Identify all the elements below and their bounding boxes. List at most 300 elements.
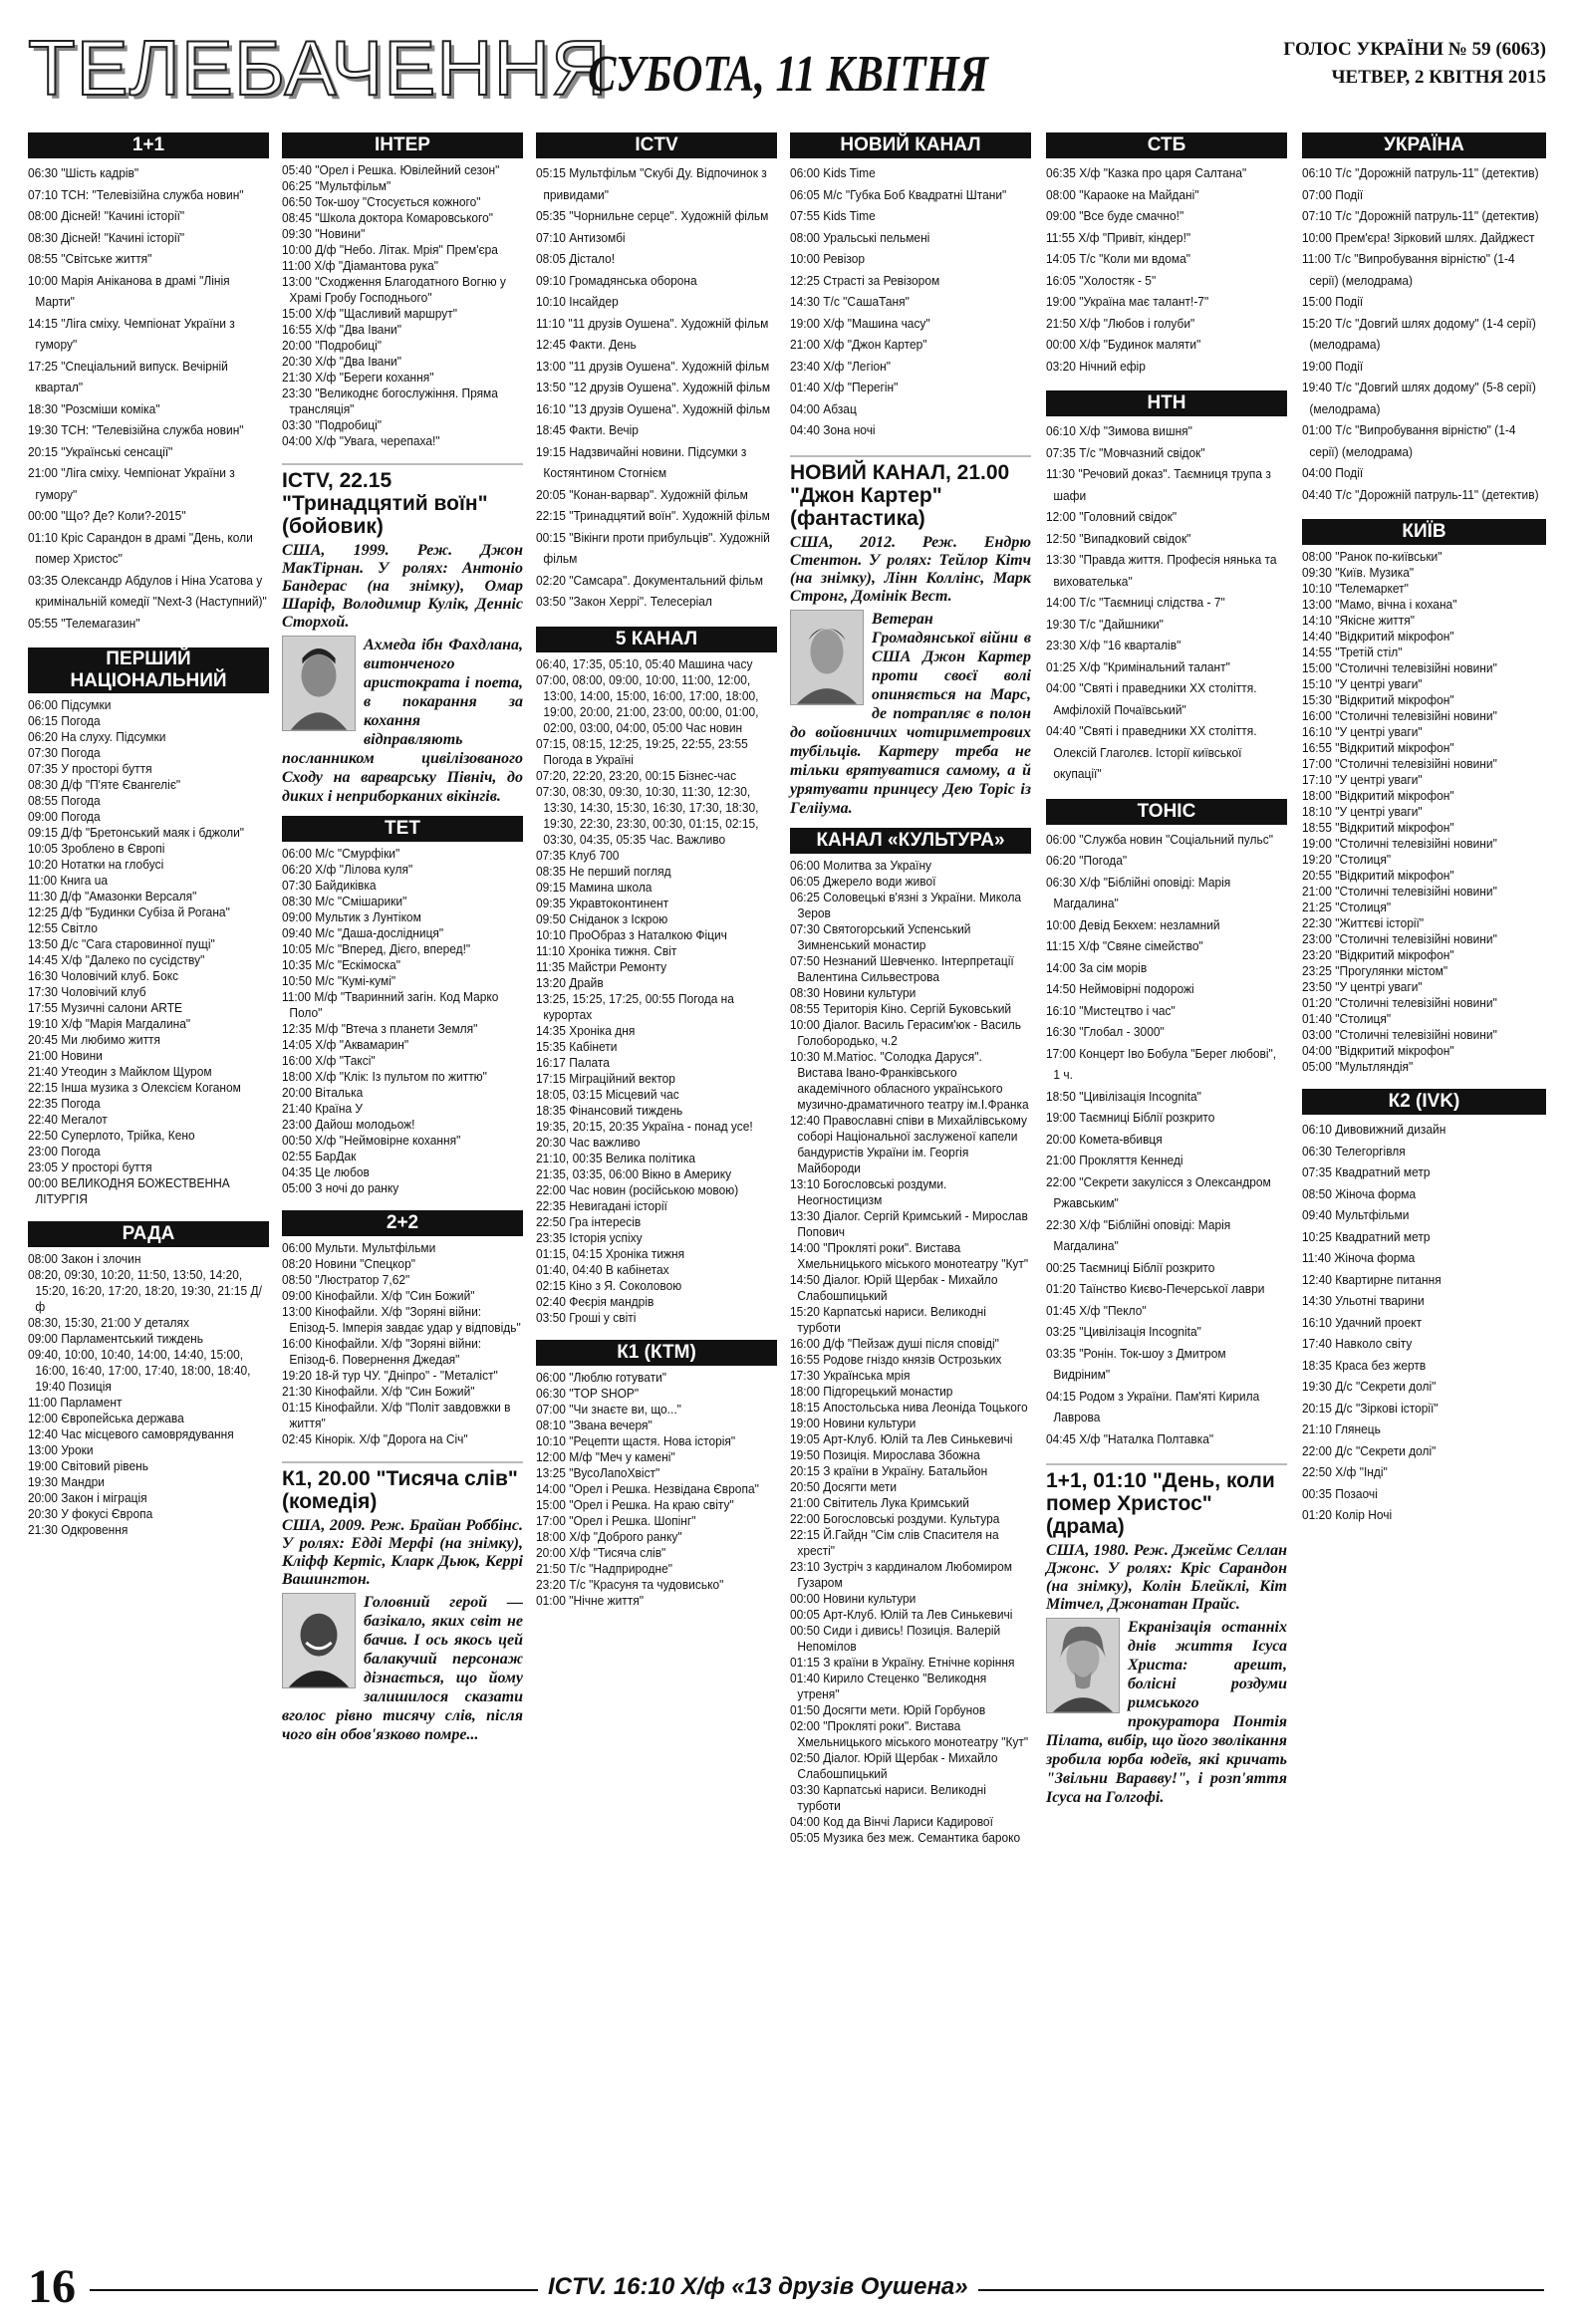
program-item: 07:30 Байдиківка: [282, 878, 377, 893]
program-item: 18:10 "У центрі уваги": [1302, 804, 1423, 819]
program-item: 06:00 Молитва за Україну: [790, 857, 932, 873]
program-item: 20:15 З країни в Україну. Батальйон: [790, 1462, 988, 1478]
program-item: 01:15 Кінофайли. Х/ф "Політ завдовжки в життя": [282, 1400, 511, 1430]
program-item: 23:00 Дайош молодьож!: [282, 1117, 415, 1132]
feature-text: Ахмеда ібн Фахдлана, витонченого аристократа і поета, в покарання за кохання відправляють посланником цивілізованого Сходу на варварську Північ, до диких і неприборканих вікінгів.: [282, 637, 523, 805]
program-item: 04:40 Зона ночі: [790, 422, 876, 437]
program-item: 06:10 Т/с "Дорожній патруль-11" (детектив): [1302, 165, 1539, 180]
program-item: 22:50 Х/ф "Інді": [1302, 1464, 1388, 1479]
program-item: 15:30 "Відкритий мікрофон": [1302, 692, 1454, 707]
program-item: 14:00 "Орел і Решка. Незвідана Європа": [536, 1480, 759, 1496]
program-item: 17:00 Концерт Іво Бобула "Берег любові", 1 ч.: [1046, 1045, 1277, 1082]
program-item: 04:35 Це любов: [282, 1164, 370, 1179]
channel-kyiv: [1302, 519, 1546, 1075]
program-item: 10:05 М/с "Вперед, Дієго, вперед!": [282, 941, 471, 956]
program-item: 20:45 Ми любимо життя: [28, 1032, 161, 1047]
channel-inter: [282, 132, 523, 449]
program-item: 23:10 Зустріч з кардиналом Любомиром Гузаром: [790, 1558, 1012, 1590]
program-item: 14:00 "Прокляті роки". Вистава Хмельницького міського монотеатру "Кут": [790, 1239, 1029, 1271]
program-item: 01:00 Т/с "Випробування вірністю" (1-4 серії) (мелодрама): [1302, 422, 1516, 459]
program-item: 09:40 Мультфільми: [1302, 1207, 1410, 1222]
program-item: 08:00 "Ранок по-київськи": [1302, 549, 1442, 564]
program-item: 04:40 Т/с "Дорожній патруль-11" (детектив): [1302, 486, 1539, 502]
program-item: 22:50 Гра інтересів: [536, 1213, 642, 1229]
program-item: 10:10 Інсайдер: [536, 294, 619, 309]
program-item: 06:35 Х/ф "Казка про царя Салтана": [1046, 165, 1247, 180]
channel-tonis: [1046, 799, 1287, 1450]
program-item: 16:17 Палата: [536, 1054, 610, 1070]
program-item: 20:00 Комета-вбивця: [1046, 1131, 1163, 1147]
program-item: 07:35 Клуб 700: [536, 847, 620, 863]
program-list: [1302, 162, 1546, 505]
channel-name: ТОНІС: [1046, 799, 1287, 825]
program-item: 03:50 Гроші у світі: [536, 1309, 637, 1325]
program-item: 00:05 Арт-Клуб. Юлій та Лев Синькевичі: [790, 1606, 1013, 1622]
channel-name: ICTV: [536, 132, 777, 158]
program-item: 21:00 Світитель Лука Кримський: [790, 1494, 969, 1510]
program-list: [28, 1251, 269, 1538]
program-item: 08:30 Дісней! "Качині історії": [28, 229, 185, 245]
channel-name: 1+1: [28, 132, 269, 158]
program-item: 00:00 ВЕЛИКОДНЯ БОЖЕСТВЕННА ЛІТУРГІЯ: [28, 1175, 230, 1206]
program-item: 21:30 Кінофайли. Х/ф "Син Божий": [282, 1384, 475, 1399]
program-item: 21:10 Глянець: [1302, 1421, 1381, 1436]
feature-text: Екранізація останніх днів життя Ісуса Христа: арешт, болісні роздуми римського прокуратора Понтія Пілата, вибір, що його зволікання зробила юрба юдеїв, які кричать "Звільни Варавву!", і розп'яття Ісуса на Голгофі.: [1046, 1619, 1287, 1806]
program-item: 00:00 Новини культури: [790, 1590, 916, 1606]
program-item: 20:15 "Українські сенсації": [28, 443, 173, 459]
program-list: [1046, 420, 1287, 785]
program-item: 18:15 Апостольська нива Леоніда Тоцького: [790, 1399, 1028, 1415]
program-item: 01:20 Колір Ночі: [1302, 1507, 1393, 1522]
program-item: 11:15 Х/ф "Свяне сімейство": [1046, 938, 1203, 953]
program-item: 19:00 Світовий рівень: [28, 1458, 148, 1473]
program-item: 13:00 Кінофайли. Х/ф "Зоряні війни: Епізод-5. Імперія завдає удар у відповідь": [282, 1304, 521, 1335]
program-item: 15:35 Кабінети: [536, 1038, 618, 1054]
program-item: 19:00 Новини культури: [790, 1415, 916, 1430]
program-item: 16:10 Удачний проект: [1302, 1314, 1423, 1330]
program-item: 21:25 "Столиця": [1302, 900, 1392, 914]
program-item: 07:10 Т/с "Дорожній патруль-11" (детектив): [1302, 208, 1539, 223]
program-item: 22:00 "Секрети закулісся з Олександром Ржавським": [1046, 1173, 1271, 1210]
portrait-photo: [282, 636, 356, 731]
channel-k2: [1302, 1089, 1546, 1526]
program-item: 19:20 18-й тур ЧУ. "Дніпро" - "Металіст": [282, 1368, 498, 1383]
channel-name: КАНАЛ «КУЛЬТУРА»: [790, 828, 1031, 854]
program-item: 22:00 Богословські роздуми. Культура: [790, 1510, 1000, 1526]
program-item: 14:45 Х/ф "Далеко по сусідству": [28, 952, 205, 967]
feature-info: США, 1980. Реж. Джеймс Селлан Джонс. У ролях: Кріс Сарандон (на знімку), Колін Блейклі, Кіт Мітчел, Джонатан Прайс.: [1046, 1542, 1287, 1613]
program-item: 14:00 За сім морів: [1046, 959, 1148, 975]
program-item: 06:40, 17:35, 05:10, 05:40 Машина часу: [536, 655, 753, 671]
program-item: 20:30 Х/ф "Два Івани": [282, 354, 401, 369]
program-item: 19:05 Арт-Клуб. Юлій та Лев Синькевичі: [790, 1430, 1013, 1446]
program-item: 03:20 Нічний ефір: [1046, 358, 1146, 374]
program-item: 02:55 БарДак: [282, 1149, 357, 1163]
program-item: 21:35, 03:35, 06:00 Вікно в Америку: [536, 1165, 732, 1181]
program-item: 06:20 "Погода": [1046, 853, 1128, 868]
program-item: 11:10 "11 друзів Оушена". Художній фільм: [536, 315, 769, 331]
program-list: [536, 656, 777, 1326]
channel-tet: [282, 816, 523, 1196]
program-item: 06:00 М/с "Смурфіки": [282, 846, 400, 861]
program-item: 12:35 М/ф "Втеча з планети Земля": [282, 1021, 478, 1036]
program-item: 14:05 Т/с "Коли ми вдома": [1046, 251, 1190, 266]
program-list: [28, 162, 269, 634]
program-item: 06:30 Телегоргівля: [1302, 1143, 1406, 1159]
program-item: 20:05 "Конан-варвар". Художній фільм: [536, 486, 748, 502]
portrait-photo: [790, 610, 864, 705]
program-item: 20:00 Закон і міграція: [28, 1490, 147, 1505]
program-item: 04:00 "Відкритий мікрофон": [1302, 1043, 1454, 1058]
program-item: 17:10 "У центрі уваги": [1302, 772, 1423, 787]
program-item: 21:00 "Ліга сміху. Чемпіонат України з гумору": [28, 465, 235, 502]
feature-info: США, 2009. Реж. Брайан Роббінс. У ролях: Едді Мерфі (на знімку), Кліфф Кертіс, Кларк Дьюк, Керрі Вашингтон.: [282, 1517, 523, 1588]
program-item: 11:00 Т/с "Випробування вірністю" (1-4 серії) (мелодрама): [1302, 251, 1515, 288]
program-item: 17:55 Музичні салони ARTE: [28, 1000, 183, 1015]
program-item: 15:00 "Орел і Решка. На краю світу": [536, 1496, 734, 1512]
program-item: 04:40 "Святі і праведники XX століття. Олексій Глаголєв. Історії київської окупації": [1046, 723, 1257, 781]
channel-name: 2+2: [282, 1210, 523, 1236]
program-item: 16:55 Родове гніздо князів Острозьких: [790, 1351, 1002, 1367]
portrait-photo: [1046, 1618, 1120, 1713]
program-list: [536, 162, 777, 613]
program-list: [282, 162, 523, 449]
program-item: 08:30 М/с "Смішарики": [282, 894, 407, 908]
program-item: 16:10 "13 друзів Оушена". Художній фільм: [536, 400, 771, 416]
channel-1plus1: [28, 132, 269, 634]
channel-name: РАДА: [28, 1221, 269, 1247]
program-item: 09:35 Укравтоконтинент: [536, 895, 669, 910]
channel-name: ТЕТ: [282, 816, 523, 842]
program-item: 23:20 Т/с "Красуня та чудовисько": [536, 1576, 724, 1592]
program-item: 15:00 Події: [1302, 294, 1364, 309]
program-item: 17:25 "Спеціальний випуск. Вечірній квартал": [28, 358, 228, 394]
program-item: 19:10 Х/ф "Марія Магдалина": [28, 1016, 191, 1031]
program-item: 10:30 М.Матіос. "Солодка Даруся". Вистава Івано-Франківського академічного обласного українського музично-драматичного театру ім.І.Франка: [790, 1048, 1029, 1112]
program-item: 22:40 Мегалот: [28, 1112, 108, 1127]
program-item: 21:30 Одкровення: [28, 1522, 129, 1537]
program-list: [28, 697, 269, 1207]
program-item: 09:40 М/с "Даша-дослідниця": [282, 925, 444, 940]
program-item: 18:35 Фінансовий тиждень: [536, 1102, 683, 1118]
program-item: 16:00 Х/ф "Таксі": [282, 1053, 376, 1068]
program-item: 21:40 Утеодин з Майклом Щуром: [28, 1064, 212, 1079]
program-item: 05:00 "Мультляндія": [1302, 1059, 1414, 1074]
program-item: 08:20, 09:30, 10:20, 11:50, 13:50, 14:20, 15:20, 16:20, 17:20, 18:20, 19:30, 21:15 Д/ф: [28, 1267, 262, 1314]
program-item: 06:05 Джерело води живої: [790, 873, 936, 889]
channel-k1ktm: [536, 1340, 777, 1609]
program-item: 10:10 ПроОбраз з Наталкою Фіцич: [536, 926, 727, 942]
program-list: [790, 858, 1031, 1846]
program-item: 22:00 Д/с "Секрети долі": [1302, 1442, 1437, 1458]
program-item: 09:50 Сніданок з Іскрою: [536, 910, 668, 926]
program-item: 14:05 Х/ф "Аквамарин": [282, 1037, 409, 1052]
program-item: 07:15, 08:15, 12:25, 19:25, 22:55, 23:55 Погода в Україні: [536, 735, 748, 767]
program-item: 10:50 М/с "Кумі-кумі": [282, 973, 396, 988]
program-item: 07:30 Святогорський Успенський Зимненський монастир: [790, 920, 971, 952]
program-item: 07:00, 08:00, 09:00, 10:00, 11:00, 12:00, 13:00, 14:00, 15:00, 16:00, 17:00, 18:00, 19:00, 20:00, 21:00, 23:00, 00:00, 01:00, 02:00, 03:00, 04:00, 05:00 Час новин: [536, 671, 759, 735]
program-item: 19:30 Т/с "Дайшники": [1046, 616, 1164, 632]
program-item: 08:55 "Світське життя": [28, 251, 152, 266]
program-item: 23:05 У просторі буття: [28, 1160, 152, 1174]
program-item: 12:00 "Головний свідок": [1046, 509, 1178, 524]
feature-text: Головний герой — базікало, яких світ не бачив. І ось якось цей балакучий персонаж дізнається, що йому залишилося сказати вголос рівно тисячу слів, після чого він обов'язково помре...: [282, 1594, 523, 1743]
program-item: 09:00 Кінофайли. Х/ф "Син Божий": [282, 1288, 475, 1303]
program-item: 06:10 Дивовижний дизайн: [1302, 1122, 1446, 1137]
column-5: [1046, 132, 1287, 1817]
program-item: 01:10 Кріс Сарандон в драмі "День, коли помер Христос": [28, 529, 253, 566]
program-item: 20:00 Х/ф "Тисяча слів": [536, 1544, 666, 1560]
program-item: 14:00 Т/с "Таємниці слідства - 7": [1046, 595, 1225, 610]
program-item: 01:40 "Столиця": [1302, 1011, 1392, 1026]
program-item: 13:25 "ВусоЛапоХвіст": [536, 1464, 660, 1480]
program-item: 17:15 Міграційний вектор: [536, 1070, 675, 1086]
program-item: 19:30 Д/с "Секрети долі": [1302, 1379, 1437, 1394]
program-list: [536, 1370, 777, 1609]
program-item: 01:15, 04:15 Хроніка тижня: [536, 1245, 685, 1261]
program-item: 13:00 Уроки: [28, 1442, 94, 1457]
section-title: ТЕЛЕБАЧЕННЯ: [28, 24, 609, 112]
program-item: 08:50 "Люстратор 7,62": [282, 1272, 410, 1287]
program-item: 05:40 "Орел і Решка. Ювілейний сезон": [282, 162, 500, 177]
program-item: 00:50 Сиди і дивись! Позиція. Валерій Непомілов: [790, 1622, 1001, 1654]
channel-5kanal: [536, 627, 777, 1326]
program-item: 08:55 Погода: [28, 793, 101, 808]
page-number: 16: [28, 2260, 76, 2313]
program-item: 13:10 Богословські роздуми. Неогностицизм: [790, 1175, 947, 1207]
program-item: 19:00 Таємниці Біблії розкрито: [1046, 1110, 1215, 1125]
program-item: 00:50 Х/ф "Неймовірне кохання": [282, 1133, 461, 1148]
program-item: 13:20 Драйв: [536, 974, 604, 990]
program-item: 23:25 "Прогулянки містом": [1302, 963, 1448, 978]
program-item: 00:35 Позаочі: [1302, 1485, 1378, 1501]
program-item: 23:35 Історія успіху: [536, 1229, 643, 1245]
program-item: 22:35 Невигадані історії: [536, 1197, 667, 1213]
issue-info: [1283, 36, 1546, 92]
program-item: 21:00 Новини: [28, 1048, 103, 1063]
program-item: 14:10 "Якісне життя": [1302, 613, 1415, 628]
program-item: 11:00 Книга ua: [28, 873, 108, 888]
channel-novyi: [790, 132, 1031, 441]
program-item: 20:55 "Відкритий мікрофон": [1302, 868, 1454, 883]
program-item: 06:10 Х/ф "Зимова вишня": [1046, 423, 1192, 438]
program-item: 06:00 Мульти. Мультфільми: [282, 1240, 436, 1255]
program-item: 08:00 Закон і злочин: [28, 1251, 141, 1266]
program-item: 07:10 Антизомбі: [536, 229, 626, 245]
program-item: 22:15 Й.Гайдн "Сім слів Спасителя на хресті": [790, 1526, 999, 1558]
program-item: 03:25 "Цивілізація Incognita": [1046, 1324, 1201, 1339]
program-item: 04:00 "Святі і праведники XX століття. Амфілохій Почаївський": [1046, 680, 1257, 717]
program-item: 15:00 "Столичні телевізійні новини": [1302, 660, 1497, 675]
channel-name: ІНТЕР: [282, 132, 523, 158]
program-item: 07:00 "Чи знаєте ви, що...": [536, 1401, 681, 1417]
program-item: 08:35 Не перший погляд: [536, 863, 671, 879]
program-item: 23:20 "Відкритий мікрофон": [1302, 947, 1454, 962]
program-item: 12:40 Квартирне питання: [1302, 1271, 1441, 1287]
program-item: 05:00 З ночі до ранку: [282, 1180, 399, 1195]
channel-kultura: [790, 828, 1031, 1846]
program-item: 21:00 Прокляття Кеннеді: [1046, 1153, 1183, 1167]
program-item: 16:00 Кінофайли. Х/ф "Зоряні війни: Епізод-6. Повернення Джедая": [282, 1336, 482, 1367]
program-item: 00:00 Х/ф "Будинок маляти": [1046, 337, 1201, 352]
channel-name: К2 (IVK): [1302, 1089, 1546, 1115]
program-item: 03:00 "Столичні телевізійні новини": [1302, 1027, 1497, 1042]
program-item: 05:35 "Чорнильне серце". Художній фільм: [536, 208, 769, 223]
program-item: 06:20 Х/ф "Лілова куля": [282, 862, 413, 877]
program-item: 19:40 Т/с "Довгий шлях додому" (5-8 серії) (мелодрама): [1302, 380, 1536, 416]
program-item: 08:45 "Школа доктора Комаровського": [282, 210, 494, 225]
program-item: 06:15 Погода: [28, 713, 101, 728]
program-item: 20:30 У фокусі Європа: [28, 1506, 153, 1521]
program-item: 18:55 "Відкритий мікрофон": [1302, 820, 1454, 835]
program-item: 00:15 "Вікінги проти прибульців". Художній фільм: [536, 529, 770, 566]
program-item: 09:00 "Все буде смачно!": [1046, 208, 1184, 223]
program-item: 11:40 Жіноча форма: [1302, 1250, 1416, 1265]
program-item: 07:55 Kids Time: [790, 208, 876, 223]
program-item: 00:00 "Що? Де? Коли?-2015": [28, 508, 186, 523]
program-item: 18:35 Краса без жертв: [1302, 1357, 1427, 1373]
program-item: 09:15 Мамина школа: [536, 879, 653, 895]
program-list: [1046, 829, 1287, 1450]
program-item: 22:35 Погода: [28, 1096, 101, 1111]
program-item: 07:35 Т/с "Мовчазний свідок": [1046, 444, 1205, 460]
program-item: 02:20 "Самсара". Документальний фільм: [536, 572, 763, 588]
program-item: 10:00 Ревізор: [790, 251, 866, 266]
program-item: 03:50 "Закон Херрі". Телесеріал: [536, 594, 712, 609]
program-item: 12:00 Європейська держава: [28, 1411, 184, 1425]
channel-name: СТБ: [1046, 132, 1287, 158]
masthead: [28, 24, 1546, 112]
program-item: 07:20, 22:20, 23:20, 00:15 Бізнес-час: [536, 767, 737, 783]
program-item: 10:25 Квадратний метр: [1302, 1228, 1431, 1244]
program-item: 07:00 Події: [1302, 186, 1364, 202]
program-item: 08:00 Уральські пельмені: [790, 229, 930, 245]
channel-pershyi: [28, 647, 269, 1207]
feature-info: США, 2012. Реж. Ендрю Стентон. У ролях: Тейлор Кітч (на знімку), Лінн Коллінс, Марк Стронг, Домінік Вест.: [790, 533, 1031, 605]
feature-head: К1, 20.00 "Тисяча слів" (комедія): [282, 1467, 518, 1513]
program-item: 17:30 Чоловічий клуб: [28, 984, 146, 999]
program-item: 23:40 Х/ф "Легіон": [790, 358, 891, 374]
program-item: 08:20 Новини "Спецкор": [282, 1256, 415, 1271]
program-item: 04:00 Код да Вінчі Лариси Кадирової: [790, 1813, 993, 1829]
program-item: 23:30 "Великоднє богослужіння. Пряма трансляція": [282, 386, 498, 416]
program-item: 02:50 Діалог. Юрій Щербак - Михайло Слабошпицький: [790, 1749, 998, 1781]
program-item: 06:25 "Мультфільм": [282, 178, 392, 193]
program-item: 05:05 Музика без меж. Семантика бароко: [790, 1829, 1021, 1845]
channel-name: УКРАЇНА: [1302, 132, 1546, 158]
program-item: 05:55 "Телемагазин": [28, 615, 140, 631]
program-item: 13:50 Д/с "Сага старовинної пущі": [28, 936, 215, 951]
program-item: 11:00 Парламент: [28, 1395, 123, 1410]
feature-k1: [282, 1461, 523, 1744]
program-item: 18:05, 03:15 Місцевий час: [536, 1086, 679, 1102]
program-item: 14:55 "Третій стіл": [1302, 645, 1403, 659]
program-item: 15:00 Х/ф "Щасливий маршрут": [282, 306, 457, 321]
program-item: 20:00 Віталька: [282, 1085, 364, 1100]
program-item: 12:45 Факти. День: [536, 337, 637, 352]
feature-head: 1+1, 01:10 "День, коли помер Христос" (драма): [1046, 1469, 1275, 1538]
program-item: 09:15 Д/ф "Бретонський маяк і бджоли": [28, 825, 245, 840]
program-item: 12:40 Православні співи в Михайлівському соборі Національної заслуженої капели бандуристів України ім. Георгія Майбороди: [790, 1112, 1027, 1175]
feature-novyi: [790, 455, 1031, 818]
program-item: 21:10, 00:35 Велика політика: [536, 1150, 696, 1165]
program-item: 19:20 "Столиця": [1302, 852, 1392, 867]
program-item: 06:50 Ток-шоу "Стосується кожного": [282, 194, 481, 209]
program-item: 22:15 "Тринадцятий воїн". Художній фільм: [536, 508, 770, 523]
program-item: 21:00 "Столичні телевізійні новини": [1302, 884, 1497, 899]
program-item: 08:55 Територія Кіно. Сергій Буковський: [790, 1000, 1012, 1016]
program-item: 13:25, 15:25, 17:25, 00:55 Погода на курортах: [536, 990, 734, 1022]
program-item: 10:20 Нотатки на глобусі: [28, 857, 164, 872]
program-item: 07:10 ТСН: "Телевізійна служба новин": [28, 186, 244, 202]
column-4: [790, 132, 1031, 1860]
program-item: 17:30 Українська мрія: [790, 1367, 911, 1383]
program-item: 13:30 "Правда життя. Професія нянька та вихователька": [1046, 552, 1277, 589]
program-item: 14:15 "Ліга сміху. Чемпіонат України з гумору": [28, 315, 235, 352]
program-item: 08:50 Жіноча форма: [1302, 1185, 1417, 1201]
program-item: 08:05 Дістало!: [536, 251, 616, 266]
program-item: 08:30 Д/ф "П'яте Євангеліє": [28, 777, 181, 792]
program-item: 12:25 Страсті за Ревізором: [790, 272, 940, 288]
program-item: 21:00 Х/ф "Джон Картер": [790, 337, 927, 352]
program-item: 18:00 "Відкритий мікрофон": [1302, 788, 1454, 803]
program-item: 10:00 Діалог. Василь Герасим'юк - Василь Голобородько, ч.2: [790, 1016, 1021, 1048]
program-item: 16:00 "Столичні телевізійні новини": [1302, 708, 1497, 723]
feature-head: НОВИЙ КАНАЛ, 21.00 "Джон Картер" (фантастика): [790, 460, 1010, 530]
program-item: 06:30 "TOP SHOP": [536, 1385, 640, 1401]
program-item: 19:35, 20:15, 20:35 Україна - понад усе!: [536, 1118, 753, 1134]
program-list: [1046, 162, 1287, 377]
program-item: 01:50 Досягти мети. Юрій Горбунов: [790, 1701, 986, 1717]
program-item: 16:30 Чоловічий клуб. Бокс: [28, 968, 179, 983]
program-item: 18:00 Підгорецький монастир: [790, 1383, 953, 1399]
program-item: 17:00 "Столичні телевізійні новини": [1302, 756, 1497, 771]
program-item: 04:15 Родом з України. Пам'яті Кирила Лаврова: [1046, 1388, 1260, 1424]
channel-stb: [1046, 132, 1287, 377]
program-item: 11:30 "Речовий доказ". Таємниця трупа з шафи: [1046, 466, 1271, 503]
program-item: 11:30 Д/ф "Амазонки Версаля": [28, 889, 197, 904]
program-item: 01:15 З країни в Україну. Етнічне коріння: [790, 1654, 1015, 1670]
program-item: 16:10 "У центрі уваги": [1302, 724, 1423, 739]
program-item: 03:30 "Подробиці": [282, 417, 383, 432]
program-item: 04:00 Абзац: [790, 400, 857, 416]
feature-1plus1: [1046, 1463, 1287, 1807]
program-item: 22:50 Суперлото, Трійка, Кено: [28, 1128, 195, 1143]
program-item: 16:05 "Холостяк - 5": [1046, 272, 1157, 288]
column-2: [282, 132, 523, 1754]
program-item: 16:55 Х/ф "Два Івани": [282, 322, 401, 337]
program-item: 09:10 Громадянська оборона: [536, 272, 697, 288]
program-list: [282, 846, 523, 1196]
channel-ukraina: [1302, 132, 1546, 505]
program-item: 07:30, 08:30, 09:30, 10:30, 11:30, 12:30, 13:30, 14:30, 15:30, 16:30, 17:30, 18:30, 19:30, 22:30, 23:30, 00:30, 01:15, 02:15, 03:30, 04:35, 05:35 Час. Важливо: [536, 783, 759, 847]
program-item: 01:40 Кирило Стеценко "Великодня утреня": [790, 1670, 987, 1701]
program-item: 11:00 Х/ф "Діамантова рука": [282, 258, 439, 273]
channel-name: НОВИЙ КАНАЛ: [790, 132, 1031, 158]
program-item: 03:35 "Ронін. Ток-шоу з Дмитром Видріним": [1046, 1345, 1226, 1382]
program-item: 12:25 Д/ф "Будинки Субіза й Рогана": [28, 904, 230, 919]
program-item: 15:20 Т/с "Довгий шлях додому" (1-4 серії) (мелодрама): [1302, 315, 1536, 352]
program-item: 06:20 На слуху. Підсумки: [28, 729, 166, 744]
program-item: 22:00 Час новин (російською мовою): [536, 1181, 739, 1197]
program-item: 12:00 М/ф "Меч у камені": [536, 1448, 675, 1464]
program-item: 16:00 Д/ф "Пейзаж душі після сповіді": [790, 1335, 999, 1351]
program-item: 03:35 Олександр Абдулов і Ніна Усатова у кримінальній комедії "Next-3 (Наступний)": [28, 572, 267, 609]
program-item: 19:30 ТСН: "Телевізійна служба новин": [28, 422, 244, 437]
program-list: [1302, 549, 1546, 1075]
program-item: 20:30 Час важливо: [536, 1134, 641, 1150]
program-item: 07:30 Погода: [28, 745, 101, 760]
